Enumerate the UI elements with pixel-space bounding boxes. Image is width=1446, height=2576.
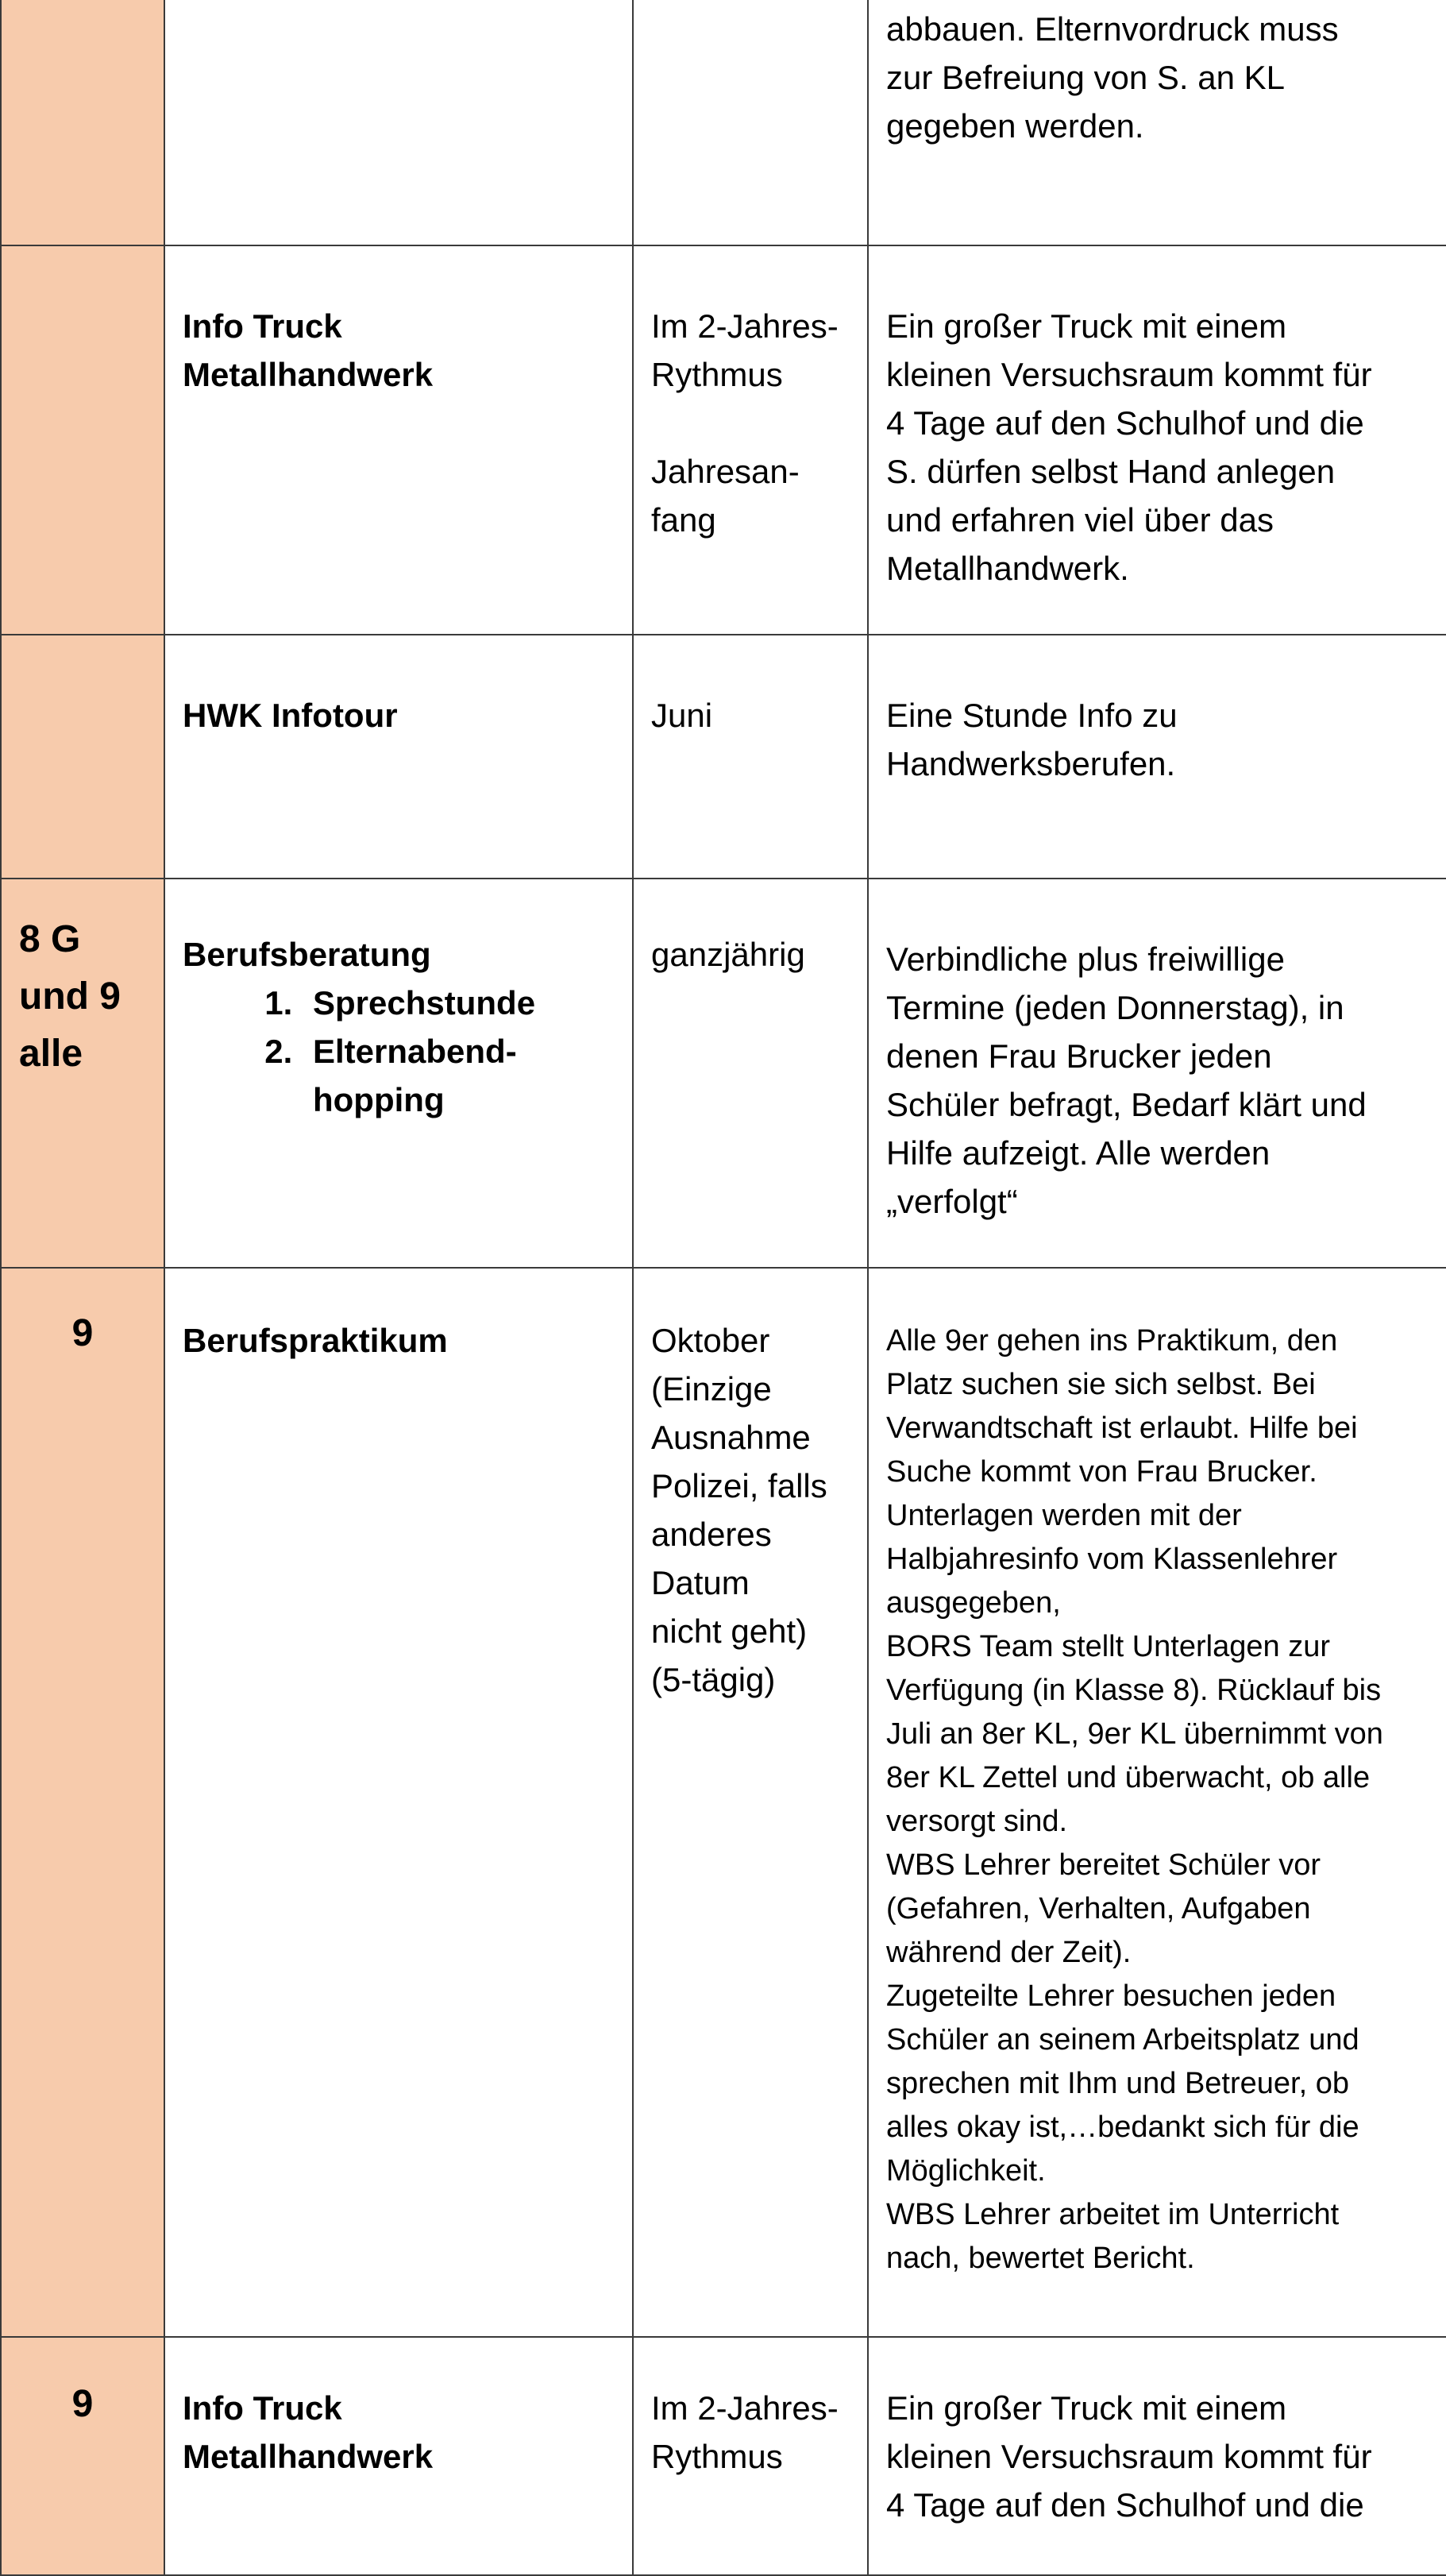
- description-line: S. dürfen selbst Hand anlegen: [886, 453, 1336, 490]
- table-row: [1, 2337, 1446, 2575]
- table-row: [1, 879, 1446, 1268]
- description-line: „verfolgt“: [886, 1183, 1018, 1220]
- time-cell: [633, 879, 868, 1268]
- description-cell: [868, 1268, 1446, 2337]
- grade-cell: [1, 1268, 164, 2337]
- description-line: WBS Lehrer arbeitet im Unterricht: [886, 2198, 1340, 2231]
- event-name-cell: [164, 245, 633, 635]
- time-cell: [633, 635, 868, 879]
- description-line: Suche kommt von Frau Brucker.: [886, 1455, 1317, 1489]
- description-line: Termine (jeden Donnerstag), in: [886, 989, 1344, 1026]
- description-line: Unterlagen werden mit der: [886, 1499, 1242, 1532]
- time-line: anderes: [651, 1516, 772, 1553]
- description-line: versorgt sind.: [886, 1805, 1068, 1838]
- time-line: Ausnahme: [651, 1419, 811, 1456]
- description-line: Zugeteilte Lehrer besuchen jeden: [886, 1979, 1336, 2013]
- description-line: während der Zeit).: [886, 1936, 1132, 1969]
- time-line: Rythmus: [651, 356, 783, 393]
- time-cell: [633, 245, 868, 635]
- description-line: Eine Stunde Info zu: [886, 697, 1178, 734]
- list-item: 1. Sprechstunde: [302, 979, 616, 1027]
- grade-line: 8 G: [19, 918, 81, 960]
- time-line: Datum: [651, 1564, 750, 1601]
- description-line: zur Befreiung von S. an KL: [886, 59, 1285, 96]
- grade-cell: [1, 245, 164, 635]
- time-cell: [633, 2337, 868, 2575]
- time-line: Polizei, falls: [651, 1467, 827, 1504]
- table-row: [1, 0, 1446, 245]
- description-line: abbauen. Elternvordruck muss: [886, 10, 1339, 48]
- event-name-line: Berufspraktikum: [183, 1322, 448, 1359]
- event-name-line: HWK Infotour: [183, 697, 398, 734]
- grade-cell: [1, 0, 164, 245]
- description-cell: [868, 635, 1446, 879]
- description-line: Möglichkeit.: [886, 2154, 1046, 2188]
- description-line: Metallhandwerk.: [886, 550, 1129, 587]
- time-line: nicht geht): [651, 1612, 808, 1650]
- time-cell: [633, 1268, 868, 2337]
- event-sublist: [183, 979, 616, 1124]
- description-line: gegeben werden.: [886, 107, 1144, 145]
- time-line: Jahresan-: [651, 453, 800, 490]
- event-name-cell: [164, 2337, 633, 2575]
- event-name-line: Berufsberatung: [183, 936, 431, 973]
- description-line: Halbjahresinfo vom Klassenlehrer: [886, 1543, 1338, 1576]
- description-line: Handwerksberufen.: [886, 745, 1176, 782]
- description-line: Schüler befragt, Bedarf klärt und: [886, 1086, 1367, 1123]
- grade-line: und 9: [19, 975, 121, 1018]
- time-line: Im 2-Jahres-: [651, 307, 839, 345]
- time-cell: [633, 0, 868, 245]
- time-line: Oktober: [651, 1322, 770, 1359]
- description-line: Hilfe aufzeigt. Alle werden: [886, 1134, 1271, 1172]
- description-line: Ein großer Truck mit einem: [886, 307, 1287, 345]
- event-name-cell: [164, 635, 633, 879]
- description-line: (Gefahren, Verhalten, Aufgaben: [886, 1892, 1311, 1925]
- description-line: WBS Lehrer bereitet Schüler vor: [886, 1848, 1321, 1882]
- grade-line: 9: [71, 1312, 94, 1354]
- event-name-line: Metallhandwerk: [183, 356, 434, 393]
- description-line: Platz suchen sie sich selbst. Bei: [886, 1368, 1316, 1401]
- event-name-line: Metallhandwerk: [183, 2438, 434, 2475]
- time-line: Juni: [651, 697, 713, 734]
- grade-cell: [1, 635, 164, 879]
- description-line: Alle 9er gehen ins Praktikum, den: [886, 1324, 1338, 1358]
- description-line: 4 Tage auf den Schulhof und die: [886, 2486, 1364, 2524]
- description-line: kleinen Versuchsraum kommt für: [886, 2438, 1372, 2475]
- event-name-cell: [164, 1268, 633, 2337]
- event-name-line: Info Truck: [183, 2389, 342, 2427]
- description-line: und erfahren viel über das: [886, 501, 1274, 539]
- description-line: ausgegeben,: [886, 1586, 1061, 1620]
- grade-line: 9: [71, 2383, 94, 2425]
- time-line: (Einzige: [651, 1370, 772, 1408]
- time-line: (5-tägig): [651, 1661, 776, 1698]
- description-line: 4 Tage auf den Schulhof und die: [886, 404, 1364, 442]
- description-line: Juli an 8er KL, 9er KL übernimmt von: [886, 1717, 1383, 1751]
- grade-cell: [1, 879, 164, 1268]
- description-line: 8er KL Zettel und überwacht, ob alle: [886, 1761, 1371, 1794]
- grade-line: alle: [19, 1033, 83, 1075]
- description-line: nach, bewertet Bericht.: [886, 2242, 1195, 2275]
- description-line: sprechen mit Ihm und Betreuer, ob: [886, 2067, 1349, 2100]
- description-line: Verbindliche plus freiwillige: [886, 940, 1285, 978]
- time-line: ganzjährig: [651, 936, 805, 973]
- grade-cell: [1, 2337, 164, 2575]
- description-line: Ein großer Truck mit einem: [886, 2389, 1287, 2427]
- time-line: Im 2-Jahres-: [651, 2389, 839, 2427]
- description-line: denen Frau Brucker jeden: [886, 1037, 1272, 1075]
- description-line: alles okay ist,…bedankt sich für die: [886, 2111, 1359, 2144]
- description-line: BORS Team stellt Unterlagen zur: [886, 1630, 1330, 1663]
- event-name-cell: [164, 0, 633, 245]
- description-cell: [868, 245, 1446, 635]
- description-cell: [868, 0, 1446, 245]
- table-row: [1, 245, 1446, 635]
- time-line: Rythmus: [651, 2438, 783, 2475]
- description-cell: [868, 2337, 1446, 2575]
- description-line: Verfügung (in Klasse 8). Rücklauf bis: [886, 1674, 1382, 1707]
- description-line: Verwandtschaft ist erlaubt. Hilfe bei: [886, 1412, 1358, 1445]
- event-name-cell: [164, 879, 633, 1268]
- description-line: Schüler an seinem Arbeitsplatz und: [886, 2023, 1359, 2057]
- event-name-line: Info Truck: [183, 307, 342, 345]
- time-line: fang: [651, 501, 716, 539]
- table-row: [1, 635, 1446, 879]
- table-row: [1, 1268, 1446, 2337]
- description-line: kleinen Versuchsraum kommt für: [886, 356, 1372, 393]
- list-item: 2. Elternabend-hopping: [302, 1027, 616, 1124]
- description-cell: [868, 879, 1446, 1268]
